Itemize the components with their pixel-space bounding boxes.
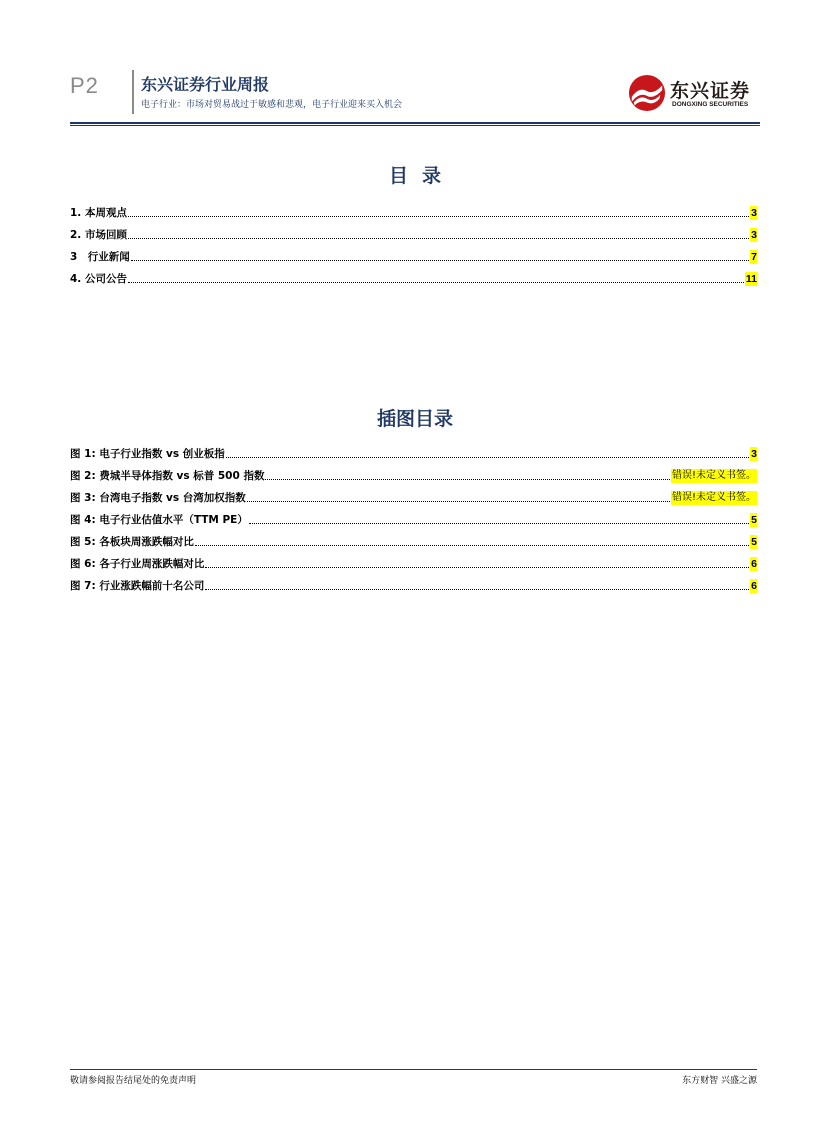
toc-entry[interactable] (70, 198, 757, 220)
toc-entry-label: 4. 公司公告 (70, 273, 127, 285)
dot-leader (226, 456, 749, 458)
dot-leader (205, 566, 749, 568)
report-subtitle: 电子行业：市场对贸易战过于敏感和悲观，电子行业迎来买入机会 (141, 100, 403, 110)
figure-entry-page: 5 (751, 536, 757, 548)
figure-entry-label: 图 5: 各板块周涨跌幅对比 (70, 536, 194, 548)
toc-entry-page: 3 (751, 207, 757, 219)
dot-leader (265, 478, 670, 480)
figure-entry[interactable] (70, 549, 757, 571)
company-logo (628, 74, 760, 114)
dot-leader (249, 522, 749, 524)
figure-entry[interactable] (70, 483, 757, 505)
figure-entry-label: 图 4: 电子行业估值水平（TTM PE） (70, 514, 248, 526)
dot-leader (195, 544, 749, 546)
figure-entry[interactable] (70, 571, 757, 593)
dot-leader (128, 237, 749, 239)
figure-entry-page-error: 错误!未定义书签。 (671, 492, 756, 503)
figure-entry-label: 图 3: 台湾电子指数 vs 台湾加权指数 (70, 492, 246, 504)
figures-list (70, 439, 757, 593)
figure-entry-label: 图 1: 电子行业指数 vs 创业板指 (70, 448, 225, 460)
figure-entry-page: 6 (751, 580, 757, 592)
header-divider (132, 70, 134, 114)
logo-text: 东兴证券 (670, 80, 751, 102)
logo-mark-icon (628, 74, 666, 112)
figure-entry-page-error: 错误!未定义书签。 (671, 470, 756, 481)
toc-heading: 目录 (388, 165, 455, 187)
figure-entry-label: 图 2: 费城半导体指数 vs 标普 500 指数 (70, 470, 265, 482)
dot-leader (205, 588, 749, 590)
logo-english-text: DONGXING SECURITIES (672, 101, 749, 108)
figure-entry[interactable] (70, 527, 757, 549)
toc-entry-label: 3 行业新闻 (70, 251, 130, 263)
header-rule (70, 122, 760, 124)
toc-entry-page: 7 (751, 251, 757, 263)
figure-entry-page: 3 (751, 448, 757, 460)
toc-entry[interactable] (70, 264, 757, 286)
toc-entry-label: 2. 市场回顾 (70, 229, 127, 241)
figure-entry[interactable] (70, 505, 757, 527)
toc-entry[interactable] (70, 220, 757, 242)
report-title: 东兴证券行业周报 (141, 75, 270, 94)
figure-entry-page: 5 (751, 514, 757, 526)
footer-rule (70, 1069, 757, 1070)
dot-leader (128, 215, 749, 217)
header-rule-thin (70, 125, 760, 126)
footer-disclaimer: 敬请参阅报告结尾处的免责声明 (70, 1076, 197, 1086)
page-number: P2 (70, 73, 99, 98)
toc-entry[interactable] (70, 242, 757, 264)
figures-heading: 插图目录 (376, 408, 453, 430)
dot-leader (247, 500, 670, 502)
figure-entry[interactable] (70, 461, 757, 483)
figure-entry-label: 图 6: 各子行业周涨跌幅对比 (70, 558, 205, 570)
dot-leader (131, 259, 749, 261)
footer-slogan: 东方财智 兴盛之源 (682, 1076, 757, 1086)
figure-entry[interactable] (70, 439, 757, 461)
toc-list (70, 198, 757, 286)
dot-leader (128, 281, 744, 283)
toc-entry-label: 1. 本周观点 (70, 207, 127, 219)
toc-entry-page: 3 (751, 229, 757, 241)
toc-entry-page: 11 (745, 273, 757, 285)
figure-entry-page: 6 (751, 558, 757, 570)
figure-entry-label: 图 7: 行业涨跌幅前十名公司 (70, 580, 205, 592)
